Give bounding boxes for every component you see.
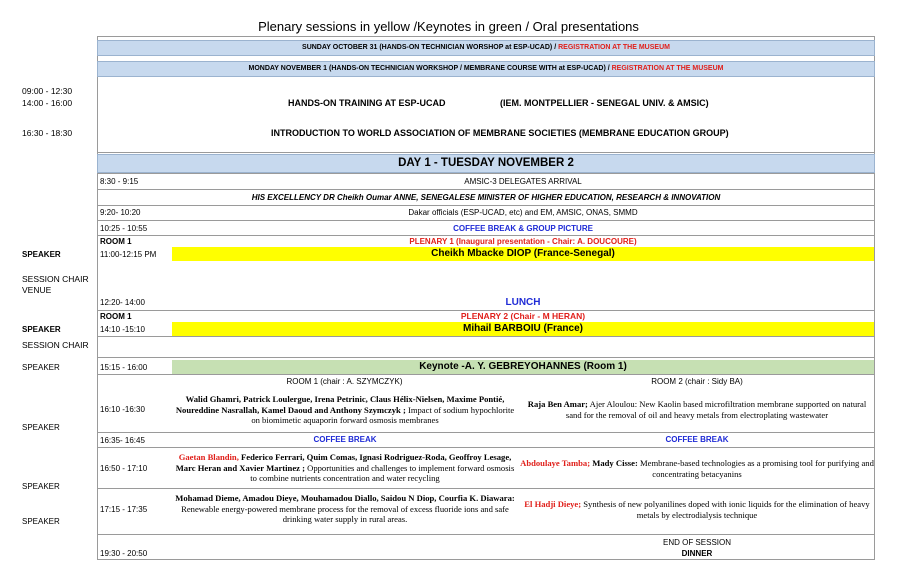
speaker-label: SPEAKER	[22, 482, 60, 491]
page-header: Plenary sessions in yellow /Keynotes in green / Oral presentations	[258, 19, 639, 34]
table-border-left	[97, 36, 98, 559]
divider	[97, 488, 875, 489]
talk-room2-2: Abdoulaye Tamba; Mady Cisse: Membrane-based technologies as a promising tool for purifying and concentrating betacyanins	[520, 458, 874, 479]
training-org: (IEM. MONTPELLIER - SENEGAL UNIV. & AMSIC)	[500, 98, 709, 108]
plenary1-speaker: Cheikh Mbacke DIOP (France-Senegal)	[172, 247, 874, 261]
divider	[97, 534, 875, 535]
lunch-label: LUNCH	[505, 297, 541, 308]
intro-title: INTRODUCTION TO WORLD ASSOCIATION OF MEMBRANE SOCIETIES (MEMBRANE EDUCATION GROUP)	[271, 128, 729, 138]
time-label: 19:30 - 20:50	[100, 549, 148, 558]
room-label: ROOM 1	[100, 312, 132, 321]
venue-label: VENUE	[22, 285, 52, 295]
divider	[97, 235, 875, 236]
time-label: 16:10 -16:30	[100, 405, 145, 414]
room2-chair: ROOM 2 (chair : Sidy BA)	[651, 377, 743, 386]
monday-banner: MONDAY NOVEMBER 1 (HANDS-ON TECHNICIAN WORKSHOP / MEMBRANE COURSE WITH at ESP-UCAD) / REGISTRATION AT THE MUSEUM	[97, 61, 875, 77]
table-border-right	[874, 36, 875, 559]
speaker-label: SPEAKER	[22, 363, 60, 372]
plenary1-title: PLENARY 1 (Inaugural presentation - Chair: A. DOUCOURE)	[409, 237, 637, 246]
speaker-label: SPEAKER	[22, 250, 61, 259]
divider	[97, 152, 875, 153]
time-label: 9:20- 10:20	[100, 208, 141, 217]
plenary2-speaker: Mihail BARBOIU (France)	[172, 322, 874, 336]
end-of-session: END OF SESSION	[662, 538, 731, 547]
talk-room1-2: Gaetan Blandin, Federico Ferrari, Quim Comas, Ignasi Rodriguez-Roda, Geoffroy Lesage, Marc Heran and Xavier Martinez ; Opportunities and challenges to implement forward osmosis to combine nutrients concentration and water recycling	[175, 452, 515, 483]
time-label: 8:30 - 9:15	[100, 177, 139, 186]
monday-time-1: 09:00 - 12:30	[22, 86, 73, 96]
room-label: ROOM 1	[100, 237, 132, 246]
divider	[97, 173, 875, 174]
divider	[97, 220, 875, 221]
talk-room1-3: Mohamad Dieme, Amadou Dieye, Mouhamadou Diallo, Saidou N Diop, Courfia K. Diawara: Renewable energy-powered membrane process for the removal of excess fluoride ions and safe drinking water supply in rural areas.	[175, 493, 515, 524]
coffee-break-group: COFFEE BREAK & GROUP PICTURE	[453, 224, 593, 233]
divider	[97, 447, 875, 448]
keynote-banner: Keynote -A. Y. GEBREYOHANNES (Room 1)	[172, 360, 874, 374]
time-label: 10:25 - 10:55	[100, 224, 148, 233]
dinner-label: DINNER	[681, 549, 713, 558]
room1-chair: ROOM 1 (chair : A. SZYMCZYK)	[286, 377, 403, 386]
table-border-top	[97, 36, 875, 37]
delegates-arrival: AMSIC-3 DELEGATES ARRIVAL	[464, 177, 582, 186]
time-label: 14:10 -15:10	[100, 325, 145, 334]
time-label: 11:00-12:15 PM	[100, 250, 157, 259]
time-label: 17:15 - 17:35	[100, 505, 148, 514]
sunday-banner: SUNDAY OCTOBER 31 (HANDS-ON TECHNICIAN WORSHOP at ESP-UCAD) / REGISTRATION AT THE MUSEUM	[97, 40, 875, 56]
talk-room2-3: El Hadji Dieye; Synthesis of new polyanilines doped with ionic liquids for the elimination of heavy metals by electrodialysis technique	[524, 499, 870, 520]
session-chair-label: SESSION CHAIR	[22, 340, 89, 350]
divider	[97, 336, 875, 337]
monday-time-2: 14:00 - 16:00	[22, 98, 73, 108]
divider	[97, 205, 875, 206]
plenary2-title: PLENARY 2 (Chair - M HERAN)	[460, 311, 586, 321]
coffee-break-room2: COFFEE BREAK	[665, 435, 729, 444]
divider	[97, 189, 875, 190]
time-label: 15:15 - 16:00	[100, 363, 148, 372]
talk-room1-1: Walid Ghamri, Patrick Loulergue, Irena Petrinic, Claus Hélix-Nielsen, Maxime Pontié, Noureddine Nasrallah, Kamel Daoud and Anthony Szymczyk ; Impact of sodium hypochlorite on biomimetic aquaporin forward osmosis membranes	[175, 394, 515, 425]
speaker-label: SPEAKER	[22, 423, 60, 432]
officials-line: Dakar officials (ESP-UCAD, etc) and EM, AMSIC, ONAS, SMMD	[408, 208, 638, 217]
monday-time-3: 16:30 - 18:30	[22, 128, 73, 138]
speaker-label: SPEAKER	[22, 325, 61, 334]
coffee-break-room1: COFFEE BREAK	[313, 435, 377, 444]
talk-room2-1: Raja Ben Amar; Ajer Aloulou: New Kaolin based microfiltration membrane supported on natural sand for the removal of oil and heavy metals from electroplating wastewater	[527, 399, 867, 420]
divider	[97, 432, 875, 433]
training-title: HANDS-ON TRAINING AT ESP-UCAD	[288, 98, 446, 108]
day1-title: DAY 1 - TUESDAY NOVEMBER 2	[97, 154, 875, 173]
time-label: 16:50 - 17:10	[100, 464, 148, 473]
session-chair-label: SESSION CHAIR	[22, 274, 89, 284]
table-border-bottom	[97, 559, 875, 560]
time-label: 12:20- 14:00	[100, 298, 145, 307]
divider	[97, 357, 875, 358]
excellency-line: HIS EXCELLENCY DR Cheikh Oumar ANNE, SENEGALESE MINISTER OF HIGHER EDUCATION, RESEARCH & INNOVATION	[251, 193, 721, 202]
time-label: 16:35- 16:45	[100, 436, 145, 445]
divider	[97, 374, 875, 375]
speaker-label: SPEAKER	[22, 517, 60, 526]
